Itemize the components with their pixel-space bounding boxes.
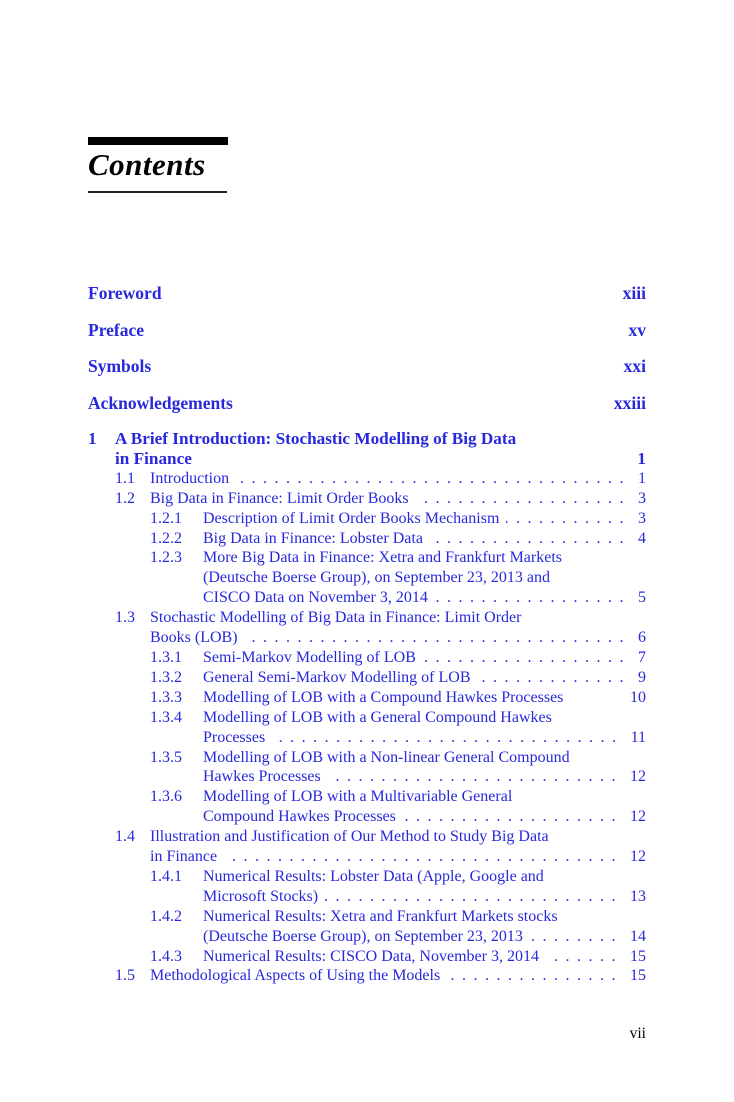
toc-entry-number[interactable]: 1.4.1 [150,867,182,885]
title-top-bar [88,137,228,145]
toc-entry-number[interactable]: 1.2.3 [150,549,182,567]
toc-entry-page[interactable]: 1 [638,469,646,487]
toc-entry [88,489,646,509]
toc-entry-title[interactable]: More Big Data in Finance: Xetra and Frankfurt Markets [203,549,563,567]
toc-entry-page[interactable]: 11 [630,728,646,746]
dot-leader [245,628,631,648]
toc-entry-line [203,548,646,568]
dot-leader [423,648,631,668]
toc-entry-line [203,668,646,688]
toc-entry-title[interactable]: Numerical Results: Lobster Data (Apple, Google and [203,867,544,885]
toc-entry-line [150,966,646,986]
toc-entry-number[interactable]: 1.3.3 [150,688,182,706]
toc-entry-number[interactable]: 1.2 [115,489,135,507]
dot-leader [325,887,623,907]
chapter-entry-line [115,449,646,469]
toc-entry-line [203,907,646,927]
toc-entry-title[interactable]: Modelling of LOB with a Multivariable General [203,788,513,806]
toc-entry-body [203,668,646,688]
toc-entry-line [203,748,646,768]
front-matter-label[interactable]: Preface [88,319,145,340]
chapter-entry-title[interactable]: in Finance [115,448,192,468]
toc-entry-line [203,947,646,967]
toc-entry-number[interactable]: 1.2.2 [150,529,182,547]
toc-entry-page[interactable]: 10 [630,688,646,706]
front-matter-label[interactable]: Foreword [88,283,162,303]
toc-entry-line [203,787,646,807]
toc-entry [88,529,646,549]
toc-entry-number[interactable]: 1.4.2 [150,907,182,925]
dot-leader [435,588,631,608]
chapter-entry-number[interactable]: 1 [88,429,97,448]
toc-entry-body [150,608,646,648]
dot-leader [272,728,623,748]
toc-entry [88,787,646,827]
toc-entry [88,648,646,668]
toc-entry [88,509,646,529]
front-matter-row [88,283,646,303]
toc-entry-line [203,588,646,608]
front-matter-page[interactable]: xv [628,319,646,340]
toc-entry-page[interactable]: 5 [638,589,646,607]
toc-entry-page[interactable]: 12 [630,848,646,866]
dot-leader [478,668,632,688]
toc-entry-body [203,648,646,668]
toc-entry-body [203,867,646,907]
toc-entry-page[interactable]: 15 [630,947,646,965]
toc-entry-line [203,867,646,887]
toc-entry-title[interactable]: Illustration and Justification of Our Method to Study Big Data [150,828,549,846]
toc-entry-body [203,787,646,827]
toc-entry-title[interactable]: Modelling of LOB with a General Compound Hawkes [203,708,552,726]
chapter-entry [88,429,646,469]
toc-entry-line [203,767,646,787]
toc-entry-line [150,827,646,847]
toc-entry-title[interactable]: in Finance [150,848,218,866]
toc-entry-line [203,509,646,529]
front-matter-row [88,320,646,340]
dot-leader [224,847,623,867]
toc-entry-line [150,489,646,509]
toc-entry-page[interactable]: 9 [638,668,646,686]
front-matter-label[interactable]: Acknowledgements [88,392,233,413]
toc-entry [88,827,646,867]
toc-entry-title[interactable]: Processes [203,728,266,746]
toc-entry-title[interactable]: Introduction [150,469,230,487]
chapter-entry-page[interactable]: 1 [637,448,646,468]
toc-entry-page[interactable]: 6 [638,629,646,647]
toc-entry-title[interactable]: Numerical Results: CISCO Data, November 3, 2014 [203,947,539,965]
toc-entry-number[interactable]: 1.4.3 [150,947,182,965]
toc-entry-line [203,648,646,668]
toc-entry-number[interactable]: 1.4 [115,828,135,846]
toc-entry-line [203,568,646,588]
toc-entry-title[interactable]: (Deutsche Boerse Group), on September 23, 2013 [203,927,523,945]
toc-entry-body [150,469,646,489]
toc-entry-body [203,947,646,967]
toc-entry-body [150,489,646,509]
toc-entry-body [150,827,646,867]
page-title: Contents [88,147,206,182]
dot-leader [416,489,631,509]
chapter-entry-line [115,429,646,449]
toc-entry [88,907,646,947]
toc-entry-line [203,529,646,549]
dot-leader [530,927,623,947]
toc-entry-body [150,966,646,986]
toc-entry [88,867,646,907]
toc-entry [88,708,646,748]
toc-entry [88,608,646,648]
toc-entry-title[interactable]: General Semi-Markov Modelling of LOB [203,668,471,686]
toc-entry-number[interactable]: 1.3 [115,609,135,627]
dot-leader [236,469,631,489]
toc-entry-title[interactable]: Description of Limit Order Books Mechanism [203,509,500,527]
front-matter-list [88,283,646,429]
toc-entry-title[interactable]: Big Data in Finance: Limit Order Books [150,489,409,507]
toc-entry-title[interactable]: CISCO Data on November 3, 2014 [203,589,428,607]
toc-entry-title[interactable]: Modelling of LOB with a Non-linear General Compound [203,748,570,766]
toc-entry-line [203,887,646,907]
toc-entry-line [150,469,646,489]
toc-entry-title[interactable]: Hawkes Processes [203,768,321,786]
chapter-entry-body [115,429,646,469]
front-matter-row [88,393,646,413]
toc-entry-body [203,708,646,748]
toc-entry-page[interactable]: 15 [630,967,646,985]
toc-entry-body [203,748,646,788]
toc-entry-line [150,847,646,867]
toc-entry-number[interactable]: 1.3.5 [150,748,182,766]
toc-entry-line [203,708,646,728]
toc-entry-body [203,907,646,947]
toc-entry [88,688,646,708]
toc-entry-title[interactable]: Compound Hawkes Processes [203,808,396,826]
toc-entry-body [203,688,646,708]
toc-entry-title[interactable]: Numerical Results: Xetra and Frankfurt Markets stocks [203,907,558,925]
toc-entry-number[interactable]: 1.3.6 [150,788,182,806]
dot-leader [546,947,623,967]
front-matter-row [88,356,646,376]
page-number-footer: vii [629,1025,646,1042]
toc-entry-title[interactable]: Methodological Aspects of Using the Models [150,967,441,985]
toc-entry-page[interactable]: 4 [638,529,646,547]
toc-entry-title[interactable]: Books (LOB) [150,629,238,647]
toc-entry-line [203,688,646,708]
toc-entry-title[interactable]: Big Data in Finance: Lobster Data [203,529,423,547]
toc-entry-number[interactable]: 1.3.2 [150,668,182,686]
toc-entry-number[interactable]: 1.3.1 [150,648,182,666]
toc-entry-number[interactable]: 1.1 [115,469,135,487]
dot-leader [506,509,631,529]
toc-list [88,429,646,986]
title-underline [88,191,227,193]
toc-entry-body [203,509,646,529]
toc-entry-title[interactable]: Modelling of LOB with a Compound Hawkes Processes [203,688,564,706]
toc-entry [88,548,646,608]
toc-entry-line [150,628,646,648]
toc-entry-line [150,608,646,628]
front-matter-label[interactable]: Symbols [88,356,152,377]
toc-entry [88,469,646,489]
toc-entry-body [203,548,646,608]
front-matter-page[interactable]: xxi [623,356,646,377]
toc-entry-page[interactable]: 3 [638,489,646,507]
toc-entry-title[interactable]: Stochastic Modelling of Big Data in Finance: Limit Order [150,609,522,627]
dot-leader [403,807,623,827]
toc-entry-body [203,529,646,549]
toc-entry-line [203,927,646,947]
dot-leader [447,966,623,986]
toc-entry-page[interactable]: 7 [638,648,646,666]
dot-leader [328,767,623,787]
toc-entry-number[interactable]: 1.2.1 [150,509,182,527]
toc-entry-page[interactable]: 3 [638,509,646,527]
toc-entry-number[interactable]: 1.3.4 [150,708,182,726]
toc-entry-title[interactable]: (Deutsche Boerse Group), on September 23, 2013 and [203,569,551,587]
dot-leader [430,529,631,549]
toc-entry-line [203,728,646,748]
toc-entry-title[interactable]: Semi-Markov Modelling of LOB [203,648,416,666]
toc-entry-page[interactable]: 12 [630,768,646,786]
toc-entry-page[interactable]: 12 [630,808,646,826]
toc-entry-line [203,807,646,827]
toc-entry-page[interactable]: 13 [630,887,646,905]
toc-entry [88,668,646,688]
toc-entry [88,748,646,788]
toc-entry [88,966,646,986]
front-matter-page[interactable]: xxiii [613,392,646,413]
chapter-entry-title[interactable]: A Brief Introduction: Stochastic Modelling of Big Data [115,429,517,448]
front-matter-page[interactable]: xiii [622,283,646,303]
toc-entry [88,947,646,967]
toc-entry-page[interactable]: 14 [630,927,646,945]
toc-entry-title[interactable]: Microsoft Stocks) [203,887,319,905]
toc-entry-number[interactable]: 1.5 [115,967,135,985]
